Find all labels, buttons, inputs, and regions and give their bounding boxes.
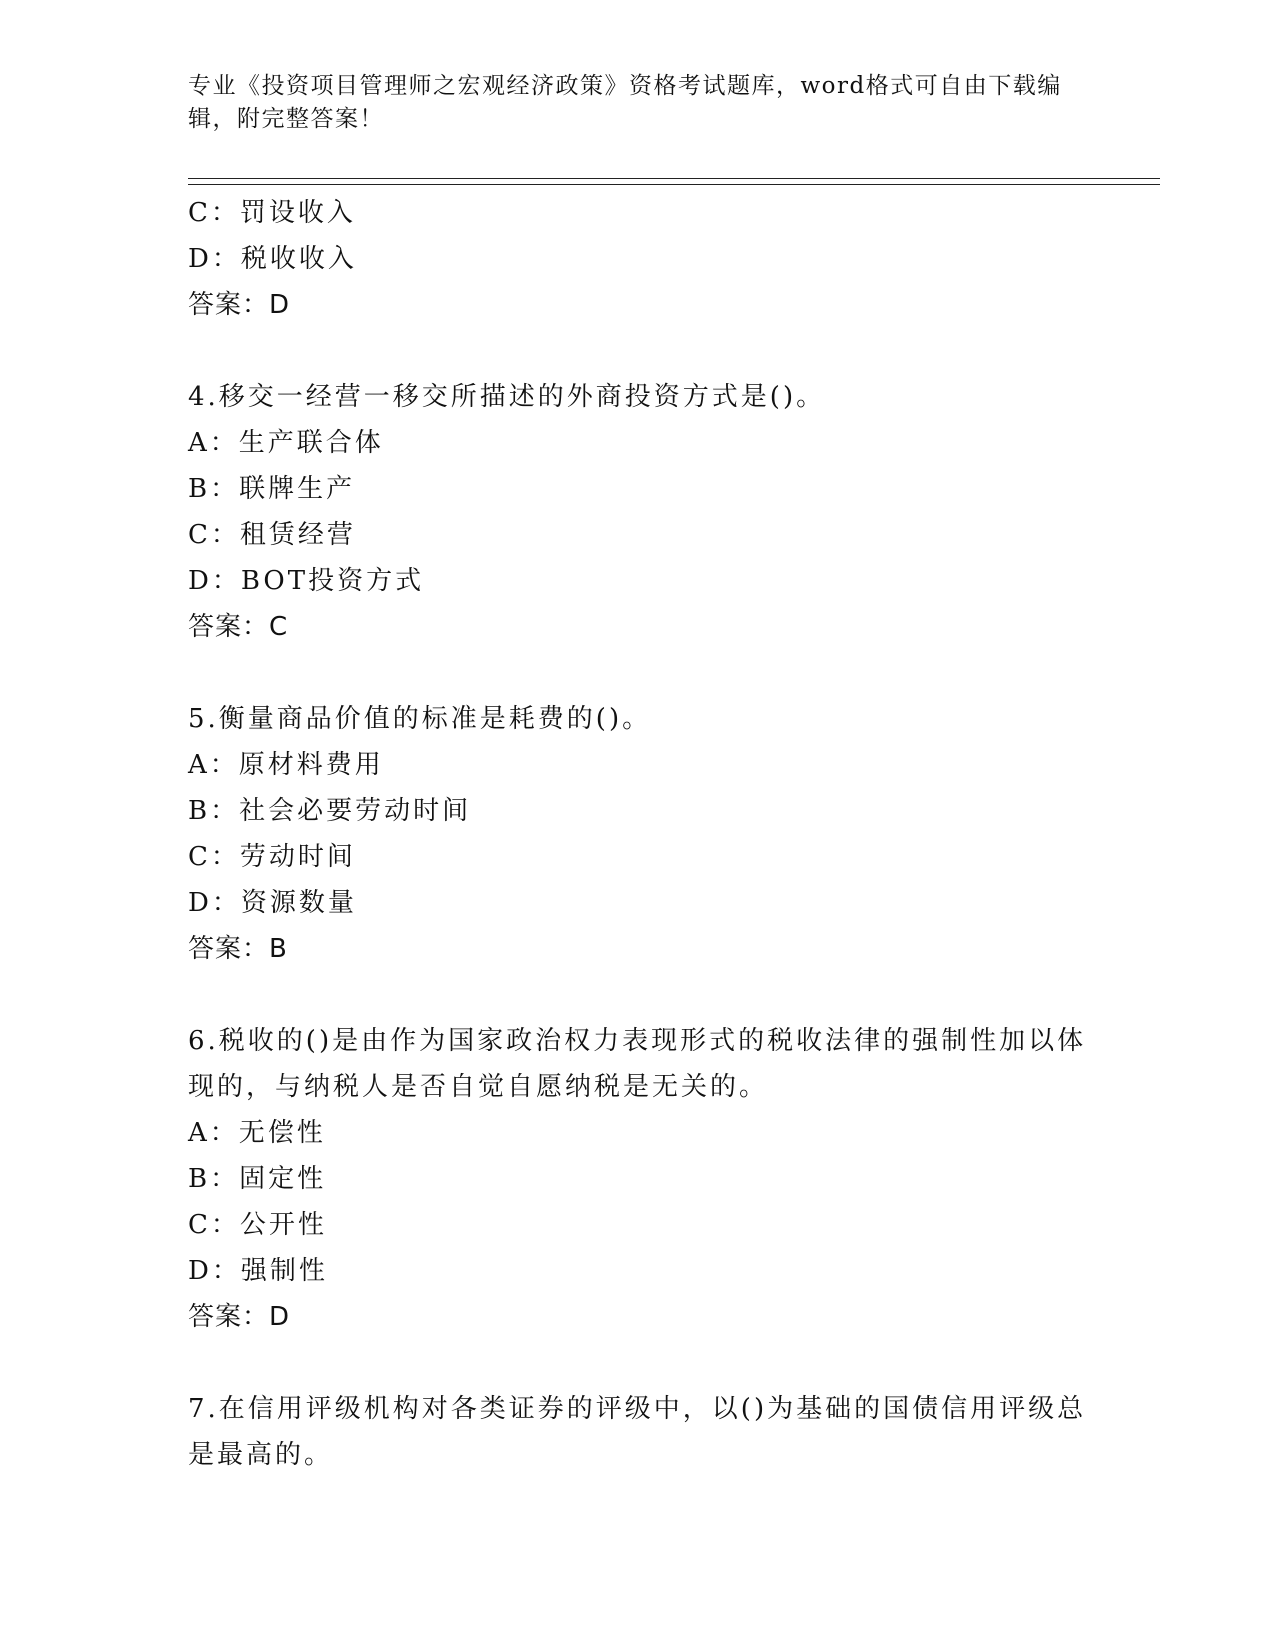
option-b: B：社会必要劳动时间 [188, 796, 472, 826]
option-a: A：生产联合体 [188, 428, 384, 458]
question-content [188, 190, 1088, 1478]
answer-line: 答案：D [188, 1302, 291, 1332]
option-d: D：BOT投资方式 [188, 566, 425, 596]
question-4 [188, 374, 1088, 650]
option-c: C：劳动时间 [188, 842, 356, 872]
option-b: B：联牌生产 [188, 474, 356, 504]
header-divider-bottom [188, 184, 1160, 185]
header-divider-top [188, 178, 1160, 179]
answer-line: 答案：B [188, 934, 288, 964]
option-c: C：罚设收入 [188, 198, 356, 228]
option-d: D：税收收入 [188, 244, 357, 274]
option-d: D：强制性 [188, 1256, 328, 1286]
question-3-continued [188, 190, 1088, 328]
spacer [188, 1340, 1088, 1386]
question-text: 7.在信用评级机构对各类证券的评级中，以()为基础的国债信用评级总是最高的。 [188, 1394, 1087, 1470]
option-c: C：公开性 [188, 1210, 327, 1240]
question-7 [188, 1386, 1088, 1478]
spacer [188, 650, 1088, 696]
spacer [188, 328, 1088, 374]
spacer [188, 972, 1088, 1018]
question-text: 5.衡量商品价值的标准是耗费的()。 [188, 704, 652, 734]
answer-line: 答案：C [188, 612, 289, 642]
option-a: A：无偿性 [188, 1118, 326, 1148]
question-text: 4.移交一经营一移交所描述的外商投资方式是()。 [188, 382, 826, 412]
option-d: D：资源数量 [188, 888, 357, 918]
option-a: A：原材料费用 [188, 750, 384, 780]
document-header: 专业《投资项目管理师之宏观经济政策》资格考试题库，word格式可自由下载编辑，附完整答案！ [188, 73, 1062, 132]
option-b: B：固定性 [188, 1164, 327, 1194]
option-c: C：租赁经营 [188, 520, 356, 550]
question-5 [188, 696, 1088, 972]
question-6 [188, 1018, 1088, 1340]
question-text: 6.税收的()是由作为国家政治权力表现形式的税收法律的强制性加以体现的，与纳税人是否自觉自愿纳税是无关的。 [188, 1026, 1087, 1102]
answer-line: 答案：D [188, 290, 291, 320]
